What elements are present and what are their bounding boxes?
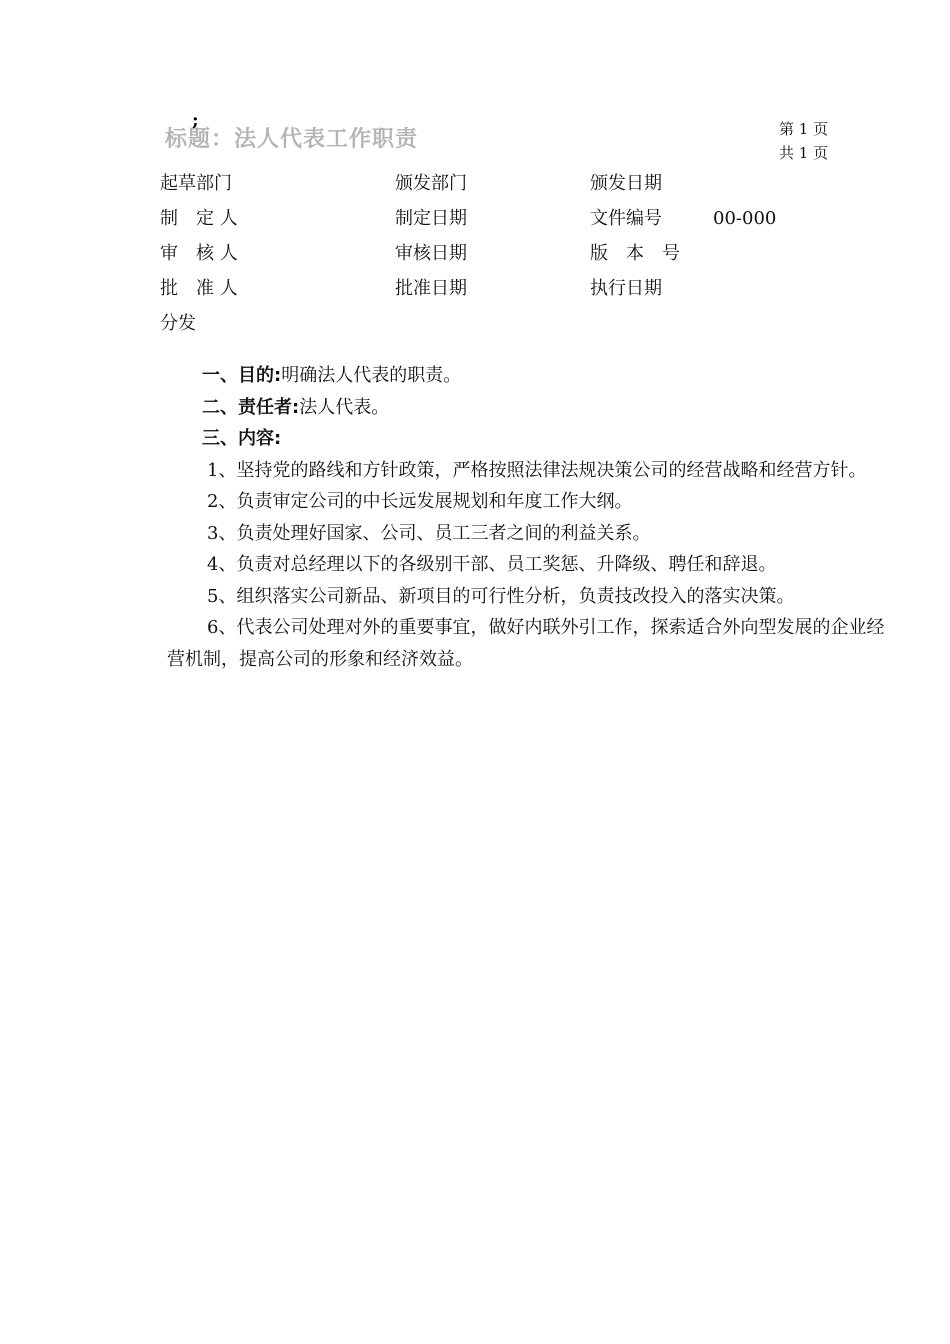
section-content	[167, 423, 887, 455]
page-current: 第 1 页	[779, 120, 829, 138]
section-responsible-label: 二、责任者:	[202, 396, 300, 418]
section-responsible-text: 法人代表。	[299, 396, 390, 418]
meta-author: 制 定 人	[160, 208, 238, 229]
section-purpose-label: 一、目的:	[202, 365, 282, 386]
document-body	[167, 360, 887, 675]
section-responsible	[167, 392, 887, 424]
meta-effective-date: 执行日期	[590, 278, 662, 299]
meta-issuing-dept: 颁发部门	[395, 173, 467, 194]
list-item: 4、负责对总经理以下的各级别干部、员工奖惩、升降级、聘任和辞退。	[207, 554, 777, 575]
page-total: 共 1 页	[779, 144, 829, 162]
list-item: 3、负责处理好国家、公司、员工三者之间的利益关系。	[207, 522, 651, 544]
list-item: 6、代表公司处理对外的重要事宜，做好内联外引工作，探索适合外向型发展的企业经营机制，提高公司的形象和经济效益。	[167, 617, 885, 670]
meta-version: 版 本 号	[590, 243, 680, 264]
meta-file-number: 文件编号	[590, 208, 662, 229]
meta-review-date: 审核日期	[395, 243, 467, 264]
meta-distribute: 分发	[160, 313, 196, 334]
meta-author-date: 制定日期	[395, 208, 467, 229]
list-item: 5、组织落实公司新品、新项目的可行性分析，负责技改投入的落实决策。	[207, 585, 795, 607]
meta-drafting-dept: 起草部门	[160, 173, 232, 194]
meta-approve-date: 批准日期	[395, 278, 467, 299]
meta-file-number-value: 00-000	[713, 208, 777, 229]
meta-approver: 批 准 人	[160, 278, 238, 299]
section-content-label: 三、内容:	[202, 428, 282, 449]
section-purpose	[167, 360, 887, 392]
document-title: 标题：法人代表工作职责	[165, 127, 419, 152]
list-item: 1、坚持党的路线和方针政策，严格按照法律法规决策公司的经营战略和经营方针。	[207, 459, 867, 481]
meta-issue-date: 颁发日期	[590, 173, 662, 194]
section-purpose-text: 明确法人代表的职责。	[281, 365, 462, 386]
meta-reviewer: 审 核 人	[160, 243, 238, 264]
page-info	[779, 117, 828, 165]
title-mark: ;	[192, 110, 199, 131]
list-item: 2、负责审定公司的中长远发展规划和年度工作大纲。	[207, 491, 633, 512]
